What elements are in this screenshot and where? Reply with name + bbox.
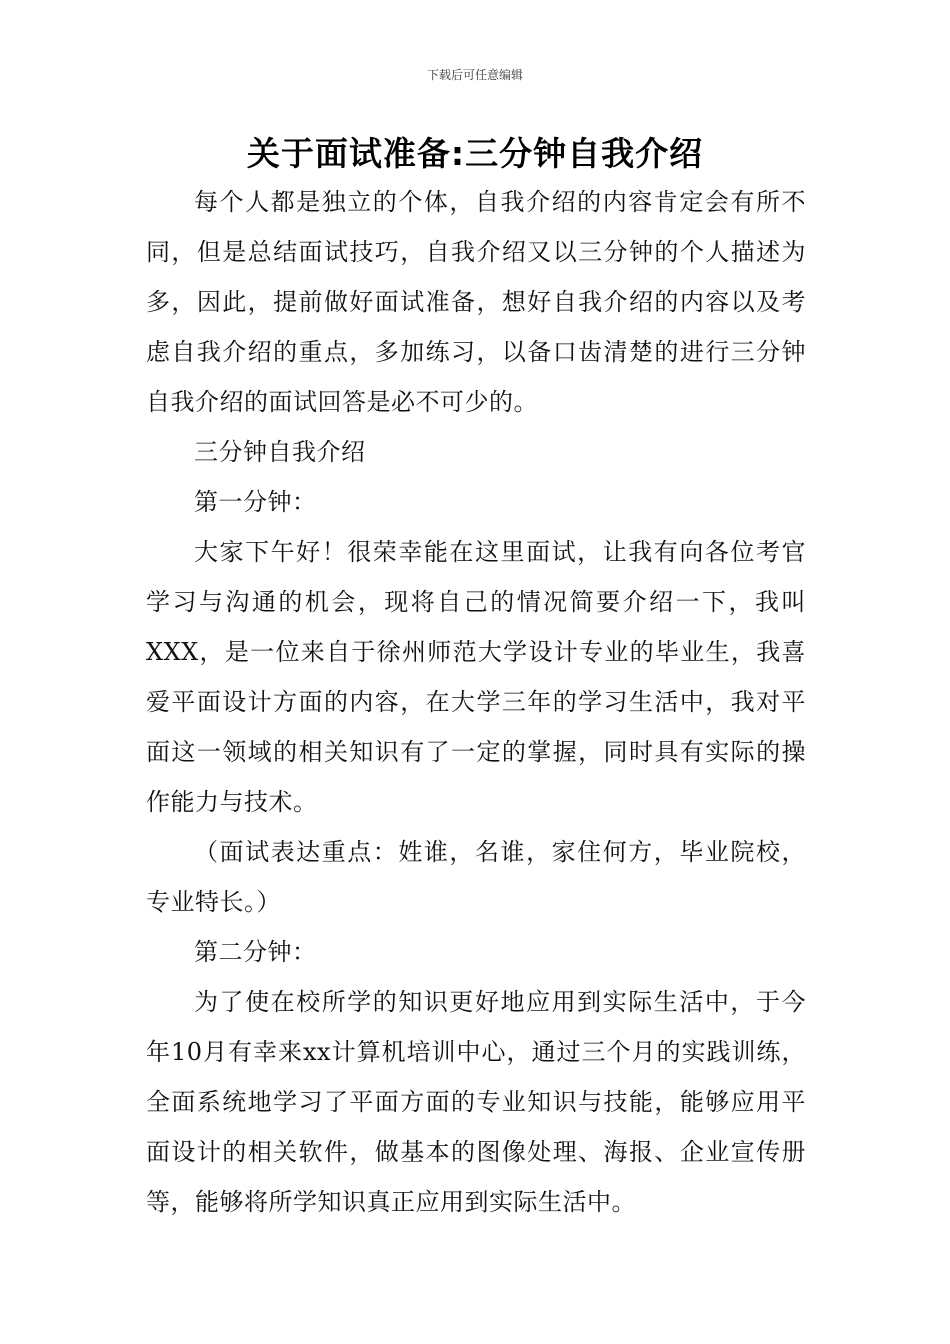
- paragraph-minute-two-heading: 第二分钟：: [194, 938, 317, 966]
- paragraph-section-heading: 三分钟自我介绍: [194, 438, 366, 466]
- header-note: 下载后可任意编辑: [426, 68, 523, 82]
- document-title: 关于面试准备:三分钟自我介绍: [246, 134, 704, 173]
- paragraph-intro: 每个人都是独立的个体，自我介绍的内容肯定会有所不同，但是总结面试技巧，自我介绍又以三分钟的个人描述为多，因此，提前做好面试准备，想好自我介绍的内容以及考虑自我介绍的重点，多加练习，以备口齿清楚的进行三分钟自我介绍的面试回答是必不可少的。: [146, 188, 806, 416]
- document-body: [146, 177, 806, 1227]
- paragraph-minute-one-heading: 第一分钟：: [194, 488, 317, 516]
- paragraph-minute-one-note: （面试表达重点：姓谁，名谁，家住何方，毕业院校，专业特长。）: [146, 838, 806, 916]
- paragraph-minute-two-body: 为了使在校所学的知识更好地应用到实际生活中，于今年10月有幸来xx计算机培训中心，通过三个月的实践训练，全面系统地学习了平面方面的专业知识与技能，能够应用平面设计的相关软件，做基本的图像处理、海报、企业宣传册等，能够将所学知识真正应用到实际生活中。: [146, 988, 806, 1216]
- paragraph-minute-one-body: 大家下午好！很荣幸能在这里面试，让我有向各位考官学习与沟通的机会，现将自己的情况简要介绍一下，我叫XXX，是一位来自于徐州师范大学设计专业的毕业生，我喜爱平面设计方面的内容，在大学三年的学习生活中，我对平面这一领域的相关知识有了一定的掌握，同时具有实际的操作能力与技术。: [146, 538, 806, 816]
